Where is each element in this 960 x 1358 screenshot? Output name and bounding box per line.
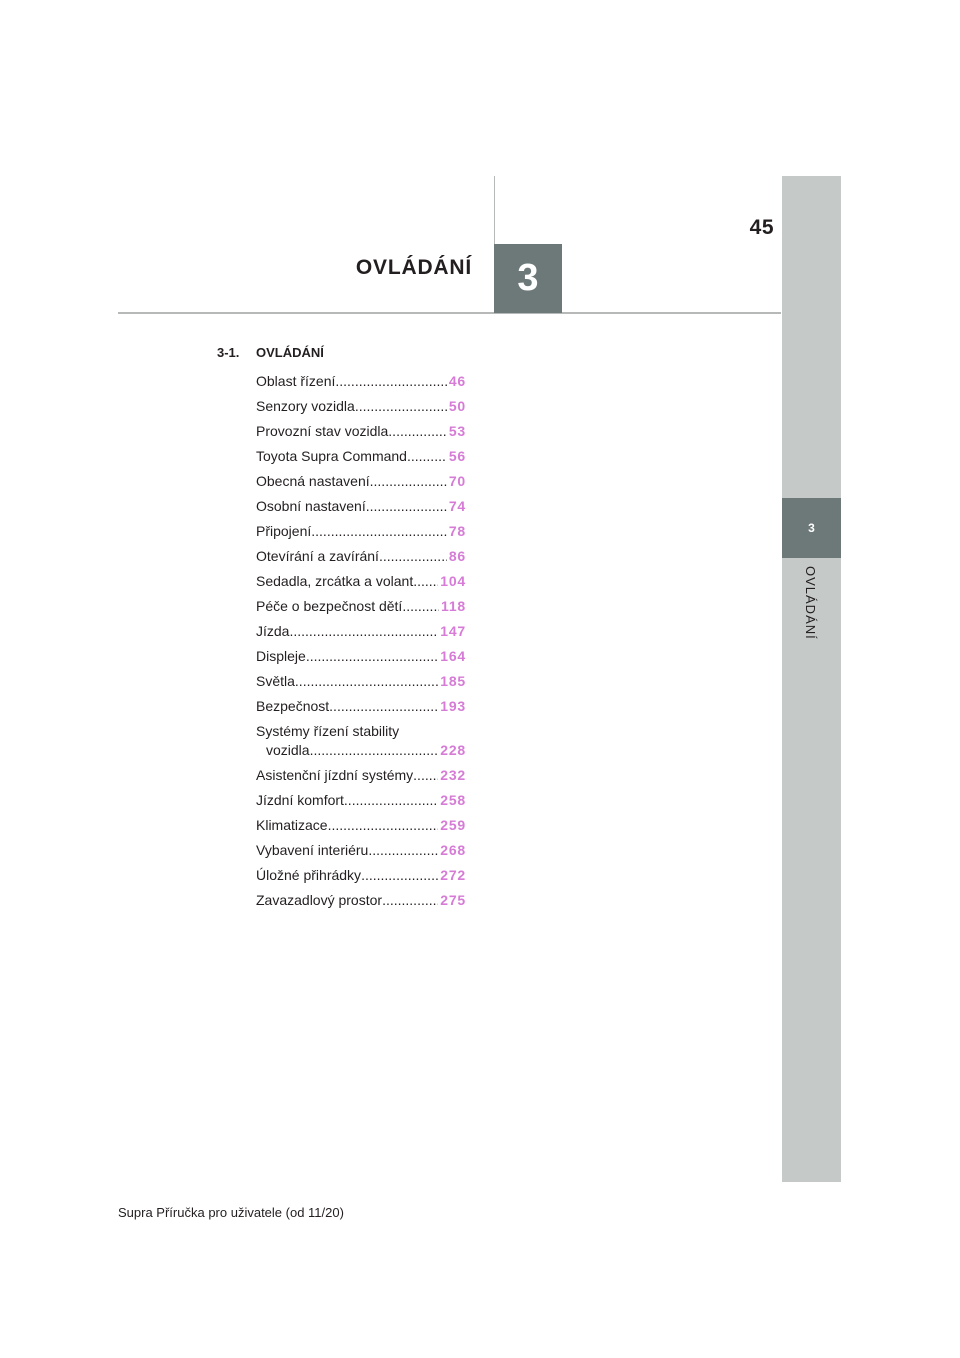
dot-leader [355, 394, 447, 419]
toc-item[interactable]: Úložné přihrádky ..... 272 [256, 863, 466, 888]
toc-page-link[interactable]: 147 [440, 623, 466, 639]
toc-page-link[interactable]: 53 [448, 423, 466, 439]
toc-item[interactable]: Jízda ..... 147 [256, 619, 466, 644]
page-footer: Supra Příručka pro uživatele (od 11/20) [118, 1205, 344, 1220]
toc-item[interactable]: Systémy řízení stability vozidla ..... 228 [256, 719, 466, 763]
toc-item[interactable]: Osobní nastavení ..... 74 [256, 494, 466, 519]
toc-item[interactable]: Toyota Supra Command ..... 56 [256, 444, 466, 469]
toc-page-link[interactable]: 164 [440, 648, 466, 664]
dot-leader [366, 494, 447, 519]
dot-leader [407, 444, 447, 469]
toc-item[interactable]: Provozní stav vozidla ..... 53 [256, 419, 466, 444]
toc-page-link[interactable]: 259 [440, 817, 466, 833]
dot-leader [289, 619, 438, 644]
toc-page-link[interactable]: 74 [448, 498, 466, 514]
toc-item[interactable]: Asistenční jízdní systémy ..... 232 [256, 763, 466, 788]
toc-page-link[interactable]: 268 [440, 842, 466, 858]
chapter-number-box: 3 [494, 244, 562, 313]
toc-page-link[interactable]: 275 [440, 892, 466, 908]
toc-item[interactable]: Péče o bezpečnost dětí ..... 118 [256, 594, 466, 619]
toc-item[interactable]: Bezpečnost ..... 193 [256, 694, 466, 719]
toc-section-heading [217, 345, 324, 360]
toc-item[interactable]: Klimatizace ..... 259 [256, 813, 466, 838]
page-number: 45 [749, 216, 774, 239]
toc-item[interactable]: Otevírání a zavírání ..... 86 [256, 544, 466, 569]
toc-page-link[interactable]: 272 [440, 867, 466, 883]
toc-page-link[interactable]: 232 [440, 767, 466, 783]
toc-page-link[interactable]: 185 [440, 673, 466, 689]
toc-page-link[interactable]: 104 [440, 573, 466, 589]
toc-page-link[interactable]: 50 [448, 398, 466, 414]
toc-page-link[interactable]: 86 [448, 548, 466, 564]
dot-leader [361, 863, 438, 888]
toc-list [256, 369, 466, 913]
toc-item[interactable]: Displeje ..... 164 [256, 644, 466, 669]
dot-leader [382, 888, 438, 913]
side-chapter-label: OVLÁDÁNÍ [803, 566, 818, 640]
dot-leader [388, 419, 447, 444]
dot-leader [306, 644, 438, 669]
toc-item[interactable]: Obecná nastavení ..... 70 [256, 469, 466, 494]
toc-item[interactable]: Připojení ..... 78 [256, 519, 466, 544]
side-thumb-strip [782, 176, 841, 1182]
toc-page-link[interactable]: 46 [448, 373, 466, 389]
chapter-title: OVLÁDÁNÍ [355, 256, 472, 279]
dot-leader [329, 694, 438, 719]
dot-leader [402, 594, 439, 619]
dot-leader [311, 519, 447, 544]
dot-leader [344, 788, 438, 813]
toc-page-link[interactable]: 228 [440, 742, 466, 758]
toc-item[interactable]: Sedadla, zrcátka a volant ..... 104 [256, 569, 466, 594]
vertical-divider [494, 176, 495, 244]
dot-leader [368, 838, 438, 863]
toc-page-link[interactable]: 258 [440, 792, 466, 808]
dot-leader [379, 544, 447, 569]
toc-section-title: OVLÁDÁNÍ [256, 345, 324, 360]
toc-page-link[interactable]: 56 [448, 448, 466, 464]
dot-leader [310, 741, 439, 760]
toc-item[interactable]: Senzory vozidla ..... 50 [256, 394, 466, 419]
toc-item[interactable]: Jízdní komfort ..... 258 [256, 788, 466, 813]
toc-item[interactable]: Zavazadlový prostor ..... 275 [256, 888, 466, 913]
dot-leader [295, 669, 438, 694]
side-chapter-tab[interactable]: 3 [782, 498, 841, 558]
dot-leader [413, 569, 438, 594]
dot-leader [413, 763, 438, 788]
toc-section-number: 3-1. [217, 345, 240, 360]
toc-item[interactable]: Oblast řízení ..... 46 [256, 369, 466, 394]
dot-leader [328, 813, 439, 838]
toc-page-link[interactable]: 78 [448, 523, 466, 539]
dot-leader [335, 369, 446, 394]
toc-page-link[interactable]: 193 [440, 698, 466, 714]
toc-page-link[interactable]: 70 [448, 473, 466, 489]
toc-item[interactable]: Světla ..... 185 [256, 669, 466, 694]
toc-page-link[interactable]: 118 [441, 598, 466, 614]
dot-leader [370, 469, 447, 494]
header-rule [118, 312, 781, 314]
toc-item[interactable]: Vybavení interiéru ..... 268 [256, 838, 466, 863]
